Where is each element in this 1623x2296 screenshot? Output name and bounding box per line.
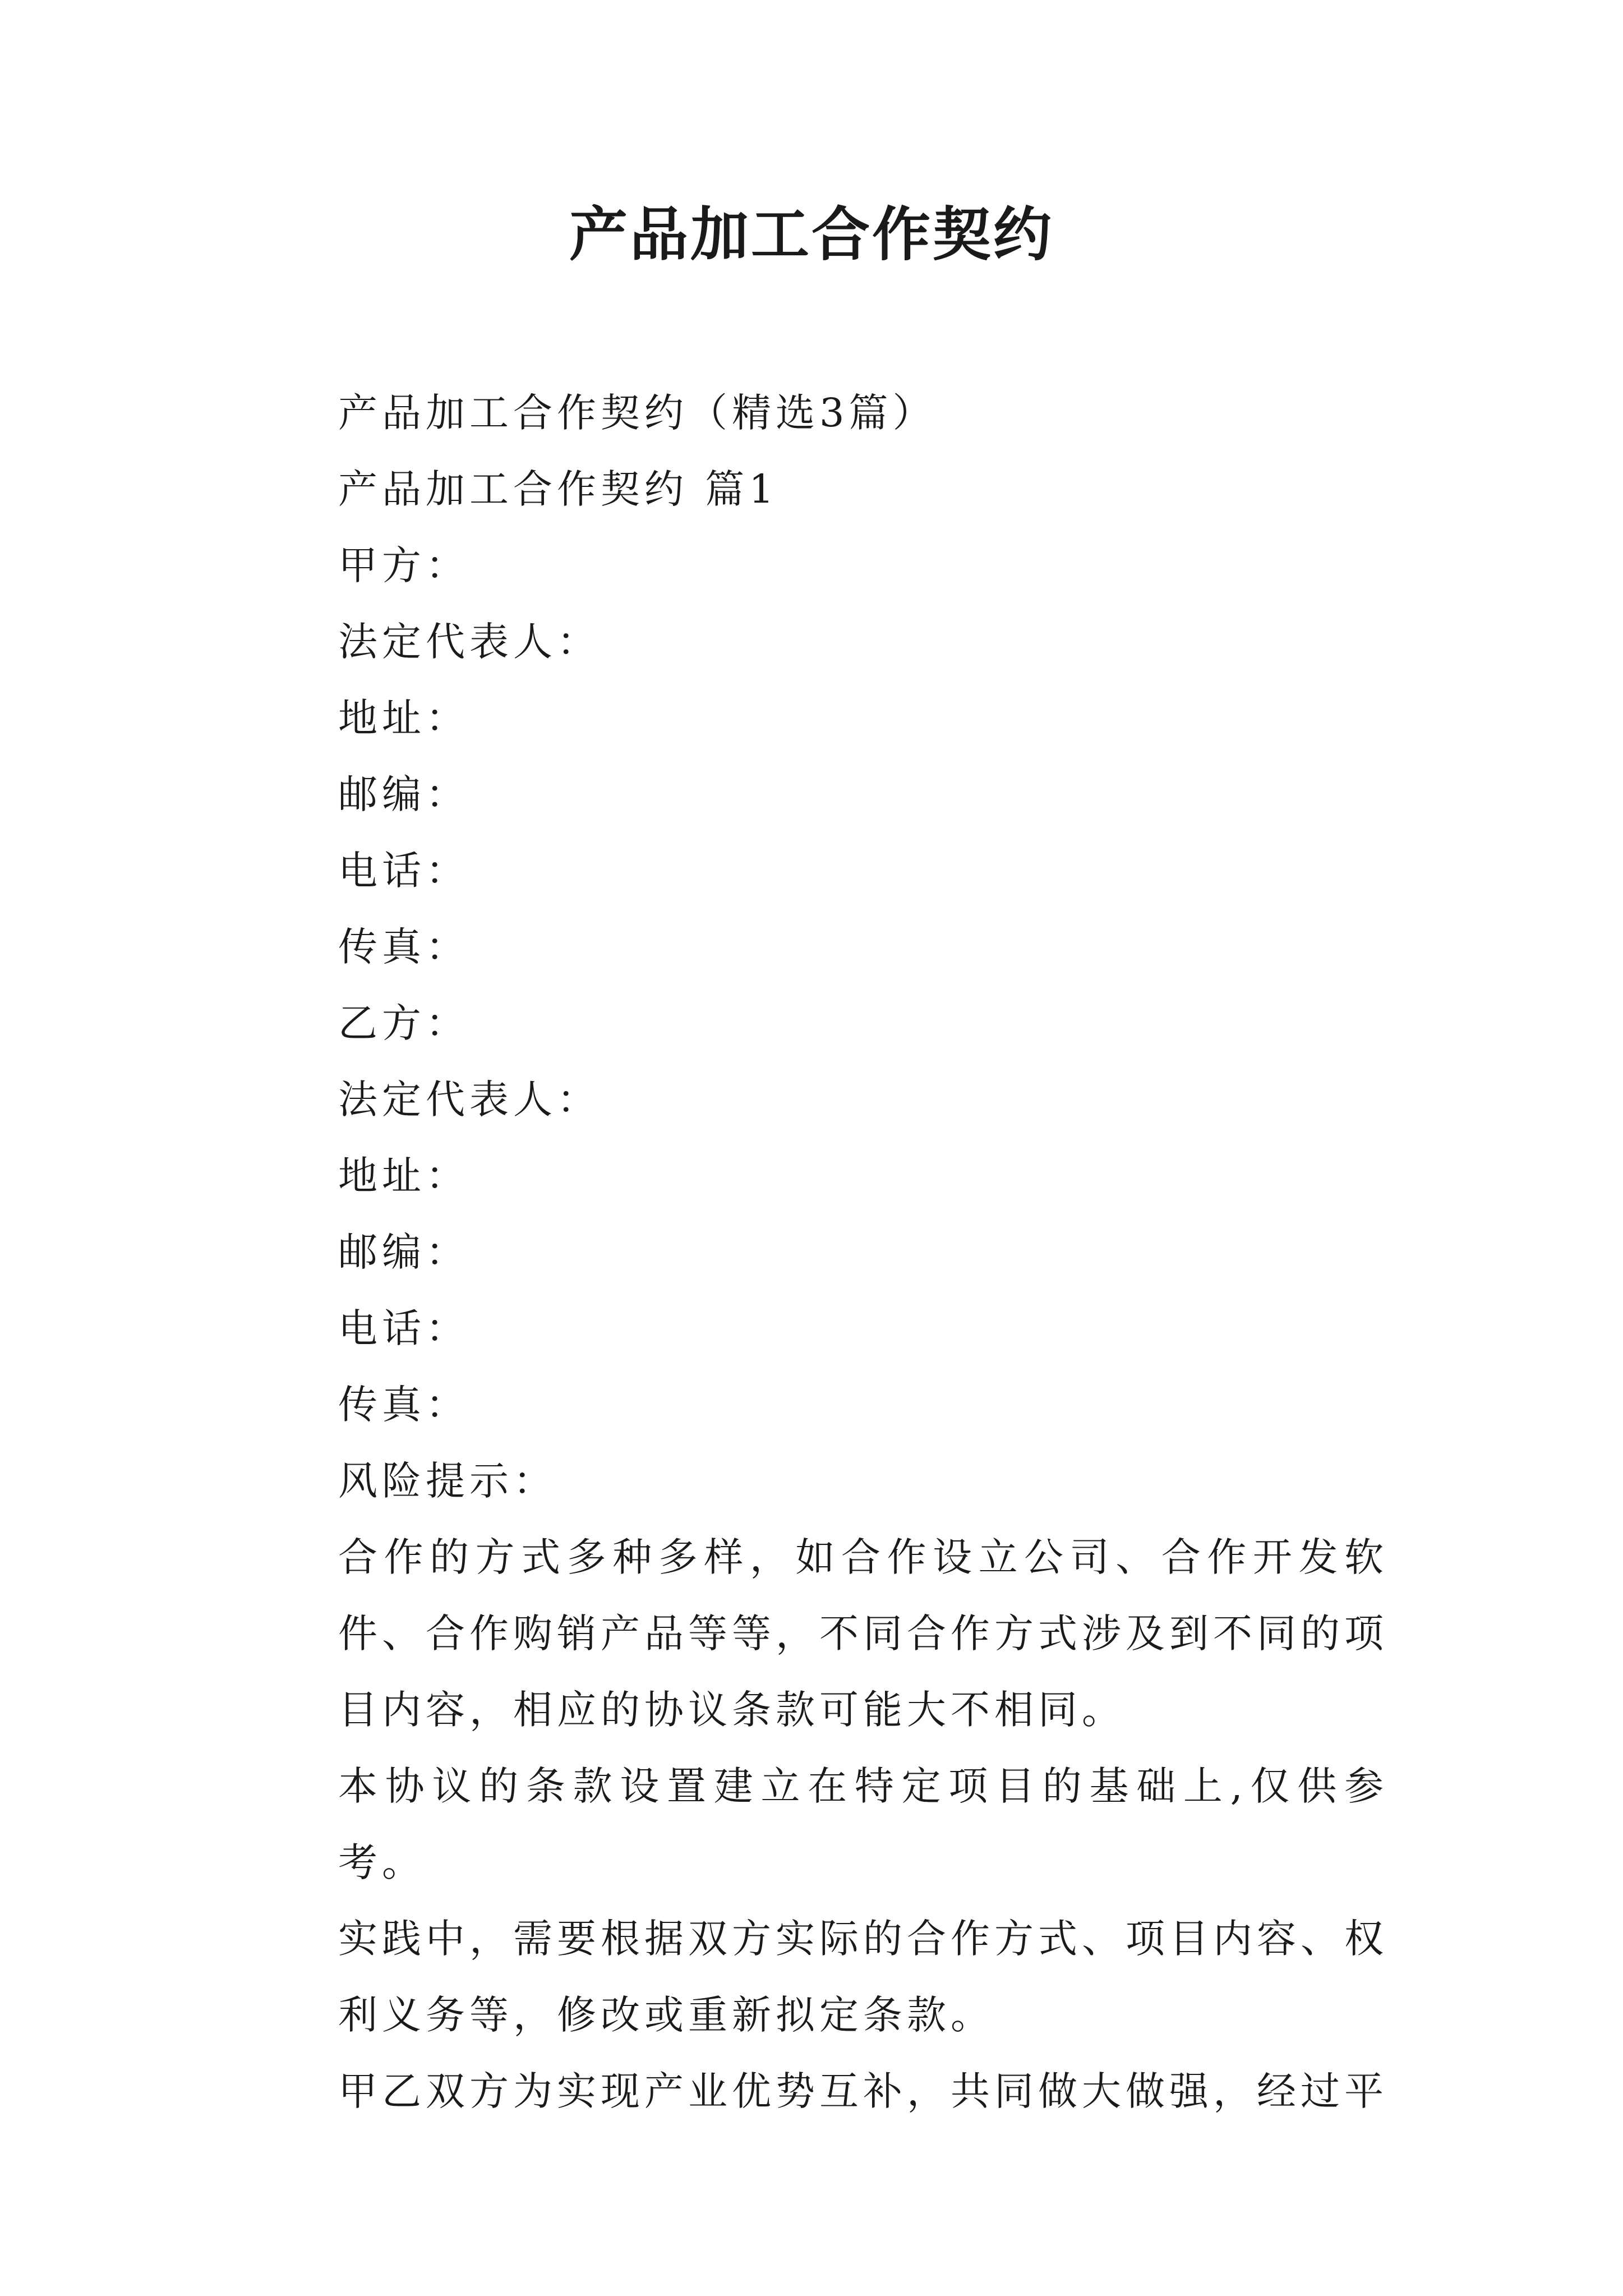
party-b-phone: 电话： [338, 1305, 469, 1351]
document-body [250, 375, 1388, 2129]
party-a-address: 地址： [338, 695, 469, 741]
paragraph-agreement-intro: 甲乙双方为实现产业优势互补，共同做大做强，经过平 [338, 2068, 1388, 2114]
party-b-label: 乙方： [338, 1000, 469, 1046]
paragraph-practice: 实践中，需要根据双方实际的合作方式、项目内容、权利义务等，修改或重新拟定条款。 [338, 1916, 1388, 2038]
party-b-fax: 传真： [338, 1382, 469, 1428]
document-title: 产品加工合作契约 [569, 200, 1054, 269]
paragraph-cooperation-methods: 合作的方式多种多样，如合作设立公司、合作开发软件、合作购销产品等等，不同合作方式涉及到不同的项目内容，相应的协议条款可能大不相同。 [338, 1534, 1388, 1733]
party-a-legal-rep: 法定代表人： [338, 619, 601, 665]
party-a-label: 甲方： [338, 542, 469, 588]
paragraph-reference-only: 本协议的条款设置建立在特定项目的基础上,仅供参考。 [338, 1763, 1388, 1885]
party-a-fax: 传真： [338, 924, 469, 970]
risk-notice-heading: 风险提示： [338, 1458, 557, 1504]
party-a-postcode: 邮编： [338, 771, 469, 817]
party-b-postcode: 邮编： [338, 1229, 469, 1275]
party-b-address: 地址： [338, 1153, 469, 1199]
party-a-phone: 电话： [338, 848, 469, 894]
section-heading: 产品加工合作契约 篇1 [338, 466, 778, 512]
party-b-legal-rep: 法定代表人： [338, 1076, 601, 1122]
subtitle-line: 产品加工合作契约（精选3篇） [338, 390, 937, 436]
